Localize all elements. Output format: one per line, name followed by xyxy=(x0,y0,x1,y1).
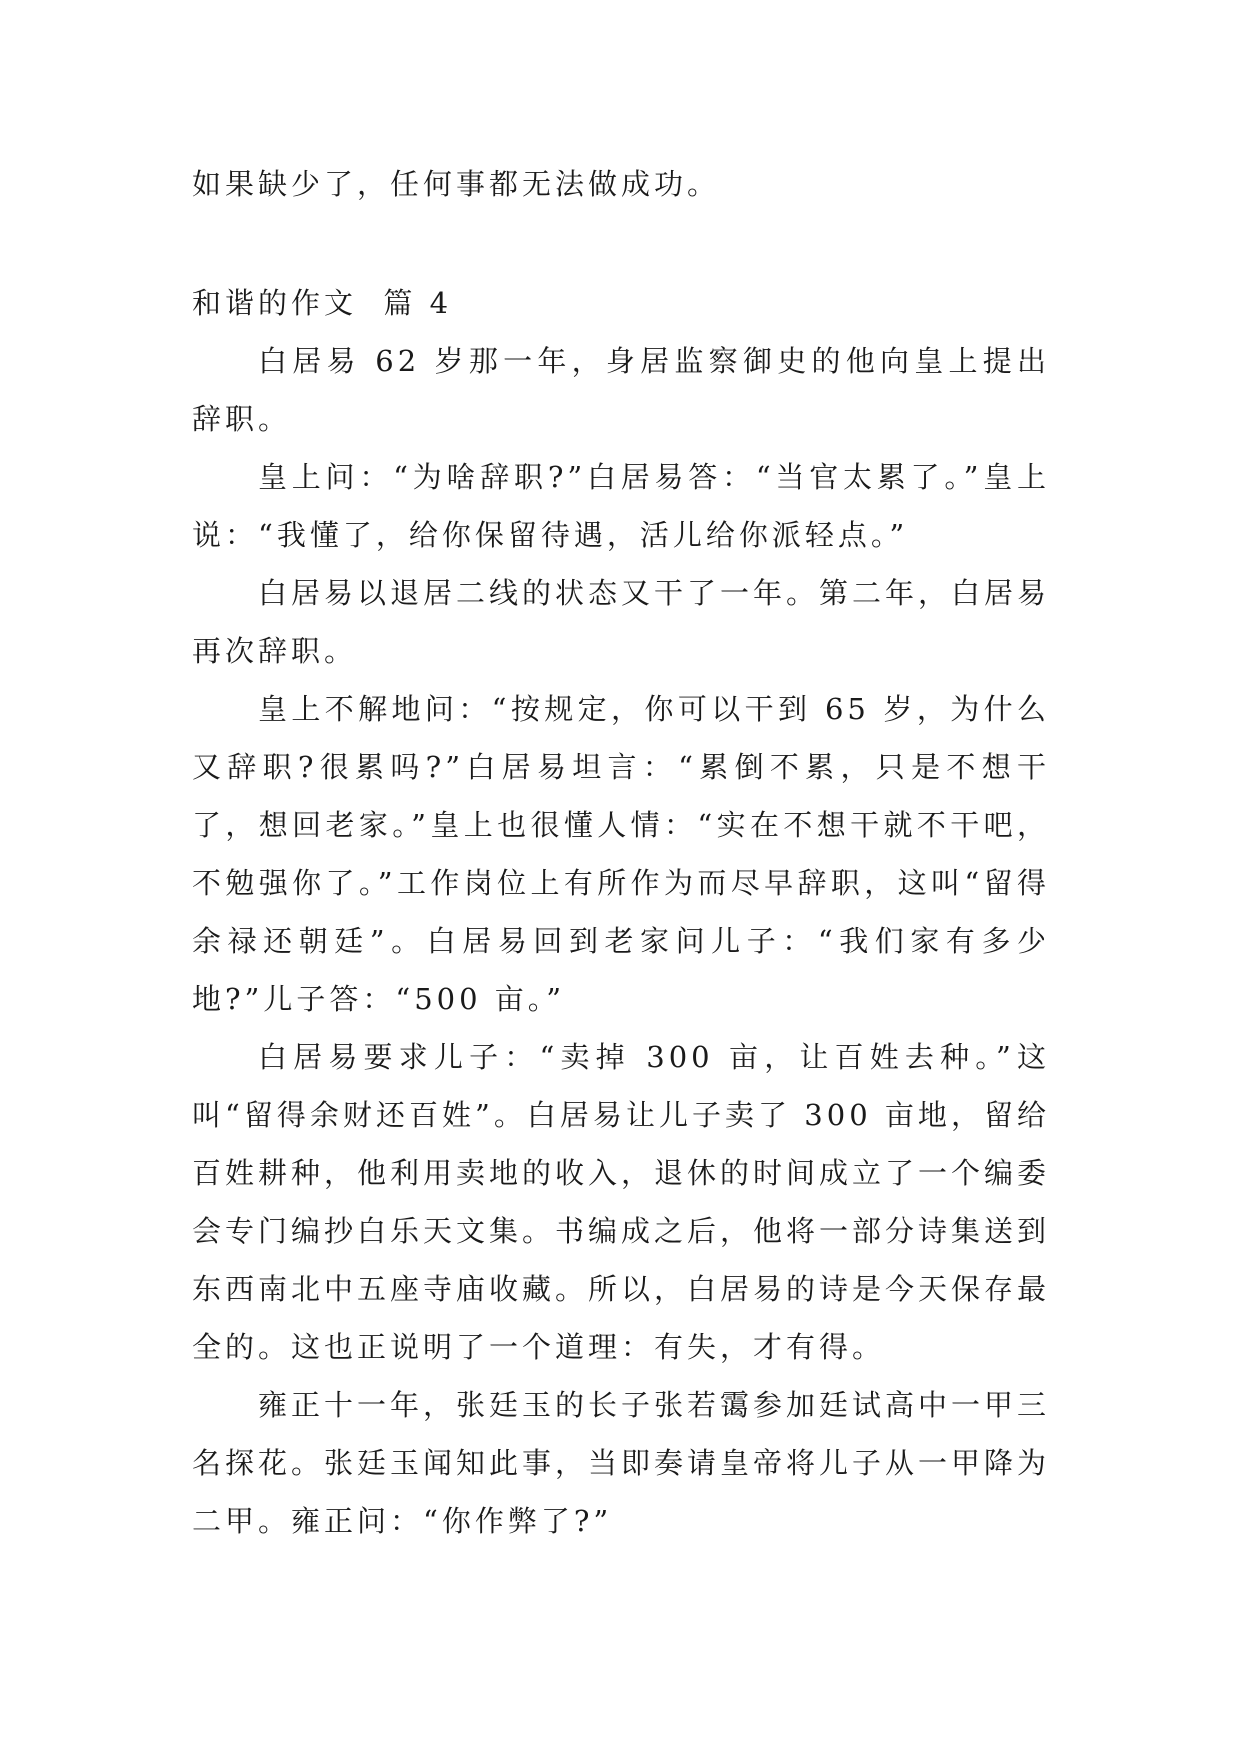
article-body xyxy=(192,332,1050,1550)
continuation-line: 如果缺少了，任何事都无法做成功。 xyxy=(192,167,721,201)
paragraph: 雍正十一年，张廷玉的长子张若霭参加廷试高中一甲三名探花。张廷玉闻知此事，当即奏请皇帝将儿子从一甲降为二甲。雍正问：“你作弊了?” xyxy=(192,1388,1051,1538)
paragraph: 白居易要求儿子：“卖掉 300 亩，让百姓去种。”这叫“留得余财还百姓”。白居易让儿子卖了 300 亩地，留给百姓耕种，他利用卖地的收入，退休的时间成立了一个编委会专门编抄白乐天文集。书编成之后，他将一部分诗集送到东西南北中五座寺庙收藏。所以，白居易的诗是今天保存最全的。这也正说明了一个道理：有失，才有得。 xyxy=(192,1040,1051,1364)
paragraph: 白居易以退居二线的状态又干了一年。第二年，白居易再次辞职。 xyxy=(192,576,1051,668)
paragraph: 皇上问：“为啥辞职?”白居易答：“当官太累了。”皇上说：“我懂了，给你保留待遇，活儿给你派轻点。” xyxy=(192,460,1050,552)
paragraph: 皇上不解地问：“按规定，你可以干到 65 岁，为什么又辞职?很累吗?”白居易坦言：“累倒不累，只是不想干了，想回老家。”皇上也很懂人情：“实在不想干就不干吧，不勉强你了。”工作岗位上有所作为而尽早辞职，这叫“留得余禄还朝廷”。白居易回到老家问儿子：“我们家有多少地?”儿子答：“500 亩。” xyxy=(192,692,1050,1016)
section-title: 和谐的作文 篇 4 xyxy=(192,286,453,320)
paragraph: 白居易 62 岁那一年，身居监察御史的他向皇上提出辞职。 xyxy=(192,344,1050,436)
